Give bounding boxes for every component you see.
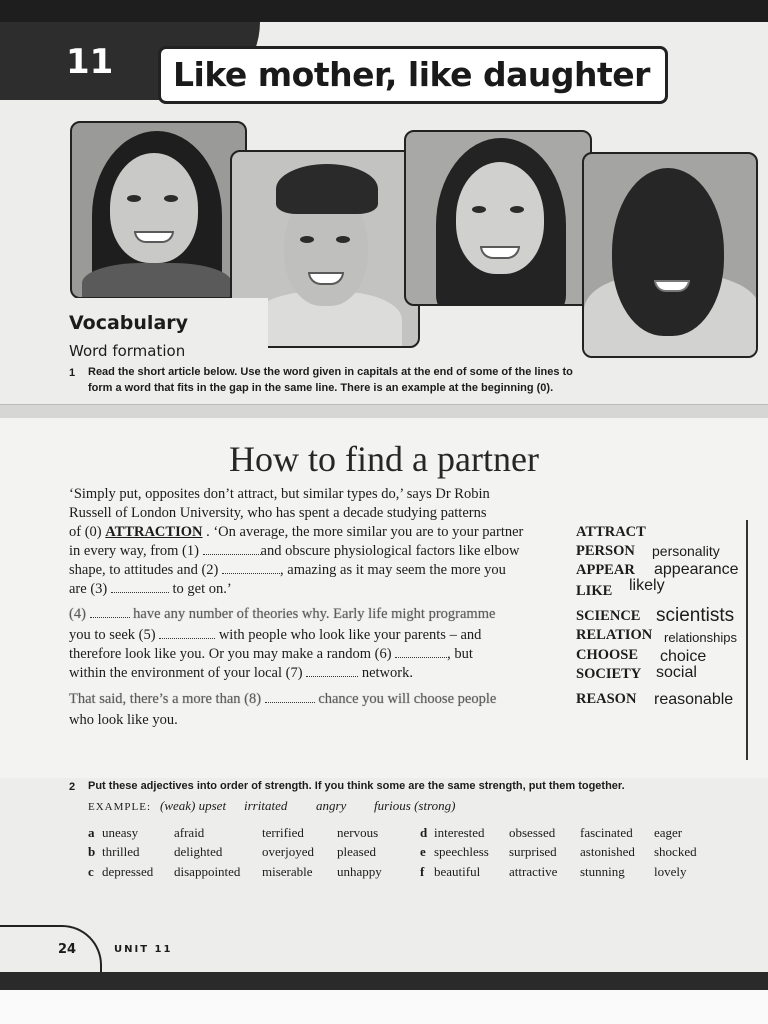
margin-line (746, 520, 748, 760)
page-title: Like mother, like daughter (173, 55, 650, 94)
answer-1: personality (652, 543, 720, 559)
exercise-1-instruction-line-2: form a word that fits in the gap in the same line. There is an example at the beginning (0). (88, 382, 554, 394)
article-line-10: within the environment of your local (7) network. (69, 665, 413, 681)
article-line-3: of (0) ATTRACTION . ‘On average, the more similar you are to your partner (69, 524, 524, 540)
article-line-7: (4) have any number of theories why. Early life might programme (69, 606, 496, 622)
capital-word-7: SOCIETY (576, 666, 642, 682)
capital-word-3: LIKE (576, 583, 613, 599)
photo-man-2 (582, 152, 758, 358)
exercise-1-number: 1 (69, 367, 76, 379)
gap-5[interactable] (159, 628, 215, 639)
article-title: How to find a partner (229, 439, 539, 479)
gap-4[interactable] (90, 607, 130, 618)
gap-3[interactable] (111, 582, 169, 593)
example-answer: ATTRACTION (105, 524, 203, 540)
article-line-9: therefore look like you. Or you may make a random (6) , but (69, 646, 473, 662)
article-line-2: Russell of London University, who has spent a decade studying patterns (69, 505, 487, 521)
capital-word-6: CHOOSE (576, 647, 639, 663)
bottom-bar (0, 972, 768, 990)
article-line-11: That said, there’s a more than (8) chance you will choose people (69, 691, 497, 707)
exercise-2-number: 2 (69, 781, 76, 793)
capital-word-5: RELATION (576, 627, 653, 643)
section-subheading: Word formation (69, 342, 186, 360)
capital-word-0: ATTRACT (576, 524, 646, 540)
article-line-4: in every way, from (1) and obscure physiological factors like elbow (69, 543, 520, 559)
answer-4: scientists (656, 605, 735, 626)
exercise-1-instruction-line-1: Read the short article below. Use the word given in capitals at the end of some of the lines to (88, 366, 573, 378)
exercise-2-example: EXAMPLE: (weak) upset irritated angry furious (strong) (88, 798, 456, 813)
answer-7: social (656, 664, 697, 681)
exercise-2-instruction: Put these adjectives into order of strength. If you think some are the same strength, put them together. (88, 780, 625, 792)
gap-8[interactable] (265, 692, 315, 703)
gap-7[interactable] (306, 666, 358, 677)
answer-8: reasonable (654, 691, 734, 708)
gap-2[interactable] (222, 563, 280, 574)
top-bar (0, 0, 768, 22)
capital-word-1: PERSON (576, 543, 635, 559)
photo-woman-2 (404, 130, 592, 306)
photo-woman-1 (70, 121, 247, 299)
article-line-5: shape, to attitudes and (2) , amazing as it may seem the more you (69, 562, 506, 578)
article-line-6: are (3) to get on.’ (69, 581, 232, 597)
gap-1[interactable] (203, 544, 261, 555)
article-line-12: who look like you. (69, 712, 178, 728)
unit-label: UNIT 11 (114, 944, 173, 955)
title-box (158, 46, 668, 104)
article-line-8: you to seek (5) with people who look like your parents – and (69, 627, 482, 643)
capital-word-8: REASON (576, 691, 637, 707)
answer-3: likely (629, 577, 665, 594)
answer-6: choice (660, 648, 707, 665)
article-line-1: ‘Simply put, opposites don’t attract, but similar types do,’ says Dr Robin (69, 486, 490, 502)
answer-2: appearance (654, 561, 739, 578)
section-heading: Vocabulary (69, 312, 189, 334)
unit-number: 11 (66, 42, 114, 82)
page-number: 24 (58, 942, 77, 957)
capital-word-4: SCIENCE (576, 608, 641, 624)
gap-6[interactable] (395, 647, 447, 658)
page-bottom-margin (0, 990, 768, 1024)
capital-word-2: APPEAR (576, 562, 635, 578)
footer-curve (0, 925, 102, 977)
answer-5: relationships (664, 630, 737, 645)
